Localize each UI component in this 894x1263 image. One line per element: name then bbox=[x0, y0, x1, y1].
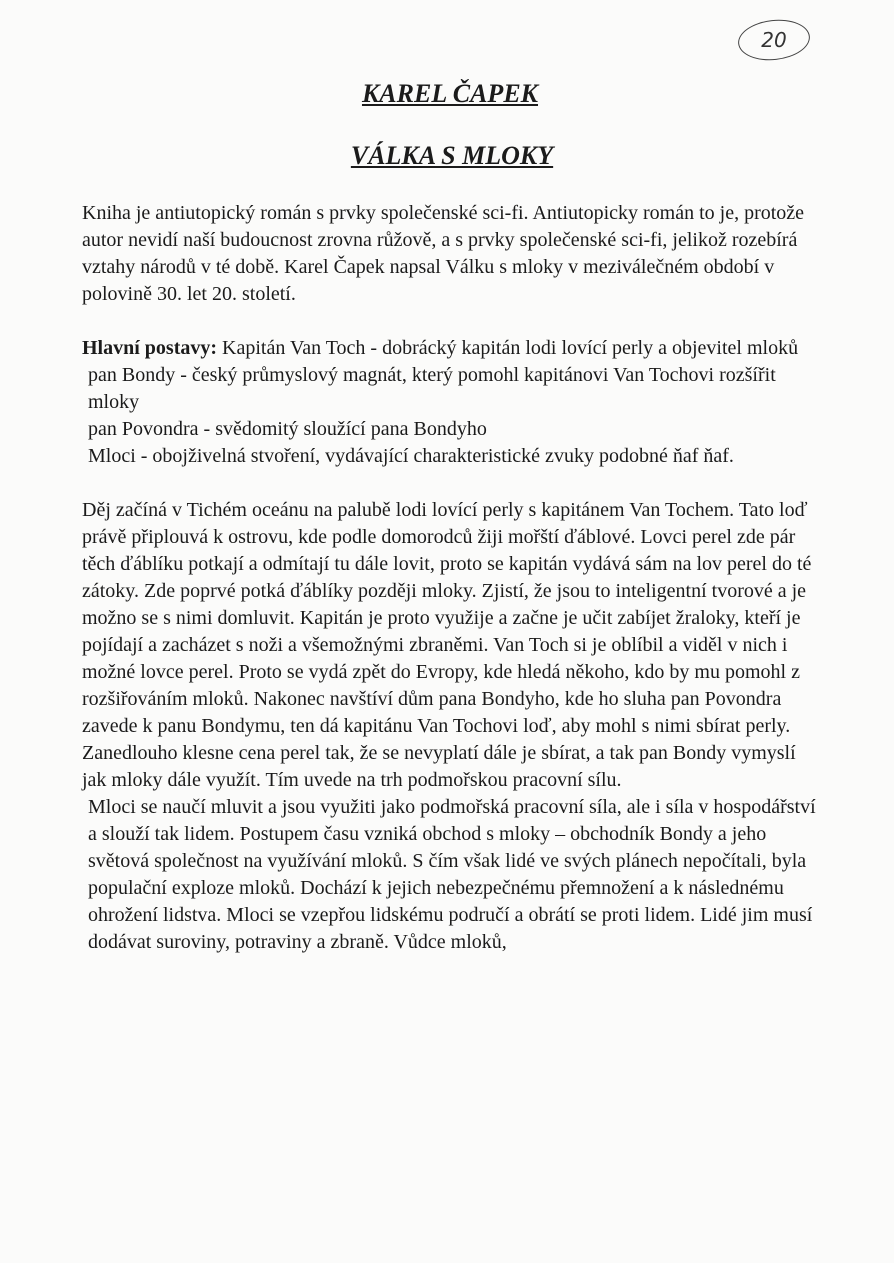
character-povondra: pan Povondra - svědomitý sloužící pana Bondyho bbox=[88, 418, 487, 440]
plot-paragraph-2: Mloci se naučí mluvit a jsou využiti jako podmořská pracovní síla, ale i síla v hospodářství a slouží tak lidem. Postupem času vzniká obchod s mloky – obchodník Bondy a jeho světová společnost na využívání mloků. S čím však lidé ve svých plánech nepočítali, byla populační exploze mloků. Dochází k jejich nebezpečnému přemnožení a k následnému ohrožení lidstva. Mloci se vzepřou lidskému područí a obrátí se proti lidem. Lidé jim musí dodávat suroviny, potraviny a zbraně. Vůdce mloků, bbox=[88, 796, 816, 953]
book-author-title: KAREL ČAPEK bbox=[361, 79, 539, 108]
characters-section bbox=[82, 335, 817, 470]
intro-paragraph: Kniha je antiutopický román s prvky společenské sci-fi. Antiutopicky román to je, protože autor nevidí naší budoucnost zrovna růžově, a s prvky společenské sci-fi, jelikož rozebírá vztahy národů v té době. Karel Čapek napsal Válku s mloky v meziválečném období v polovině 30. let 20. století. bbox=[82, 202, 805, 305]
character-bondy: pan Bondy - český průmyslový magnát, který pomohl kapitánovi Van Tochovi rozšířit mloky bbox=[88, 364, 776, 413]
document-body bbox=[82, 200, 817, 956]
character-van-toch: Kapitán Van Toch - dobrácký kapitán lodi lovící perly a objevitel mloků bbox=[222, 337, 799, 359]
characters-heading: Hlavní postavy: bbox=[82, 337, 218, 359]
page-number bbox=[738, 20, 810, 60]
character-line bbox=[82, 335, 817, 362]
character-mloci: Mloci - obojživelná stvoření, vydávající charakteristické zvuky podobné ňaf ňaf. bbox=[88, 445, 734, 467]
page-number-text: 20 bbox=[761, 28, 787, 52]
plot-paragraph-1: Děj začíná v Tichém oceánu na palubě lodi lovící perly s kapitánem Van Tochem. Tato loď právě připlouvá k ostrovu, kde podle domorodců žiji mořští ďáblové. Lovci perel zde pár těch ďáblíku potkají a odmítají tu dále lovit, proto se kapitán vydává sám na lov perel do té zátoky. Zde poprvé potká ďáblíky později mloky. Zjistí, že jsou to inteligentní tvorové a je možno se s nimi domluvit. Kapitán je proto využije a začne je učit zabíjet žraloky, kteří je pojídají a zacházet s noži a všemožnými zbraněmi. Van Toch si je oblíbil a viděl v nich i možné lovce perel. Proto se vydá zpět do Evropy, kde hledá někoho, kdo by mu pomohl z rozšiřováním mloků. Nakonec navštíví dům pana Bondyho, kde ho sluha pan Povondra zavede k panu Bondymu, ten dá kapitánu Van Tochovi loď, aby mohl s nimi sbírat perly. Zanedlouho klesne cena perel tak, že se nevyplatí dále je sbírat, a tak pan Bondy vymyslí jak mloky dále využít. Tím uvede na trh podmořskou pracovní sílu. bbox=[82, 499, 812, 791]
book-title: VÁLKA S MLOKY bbox=[350, 141, 554, 170]
